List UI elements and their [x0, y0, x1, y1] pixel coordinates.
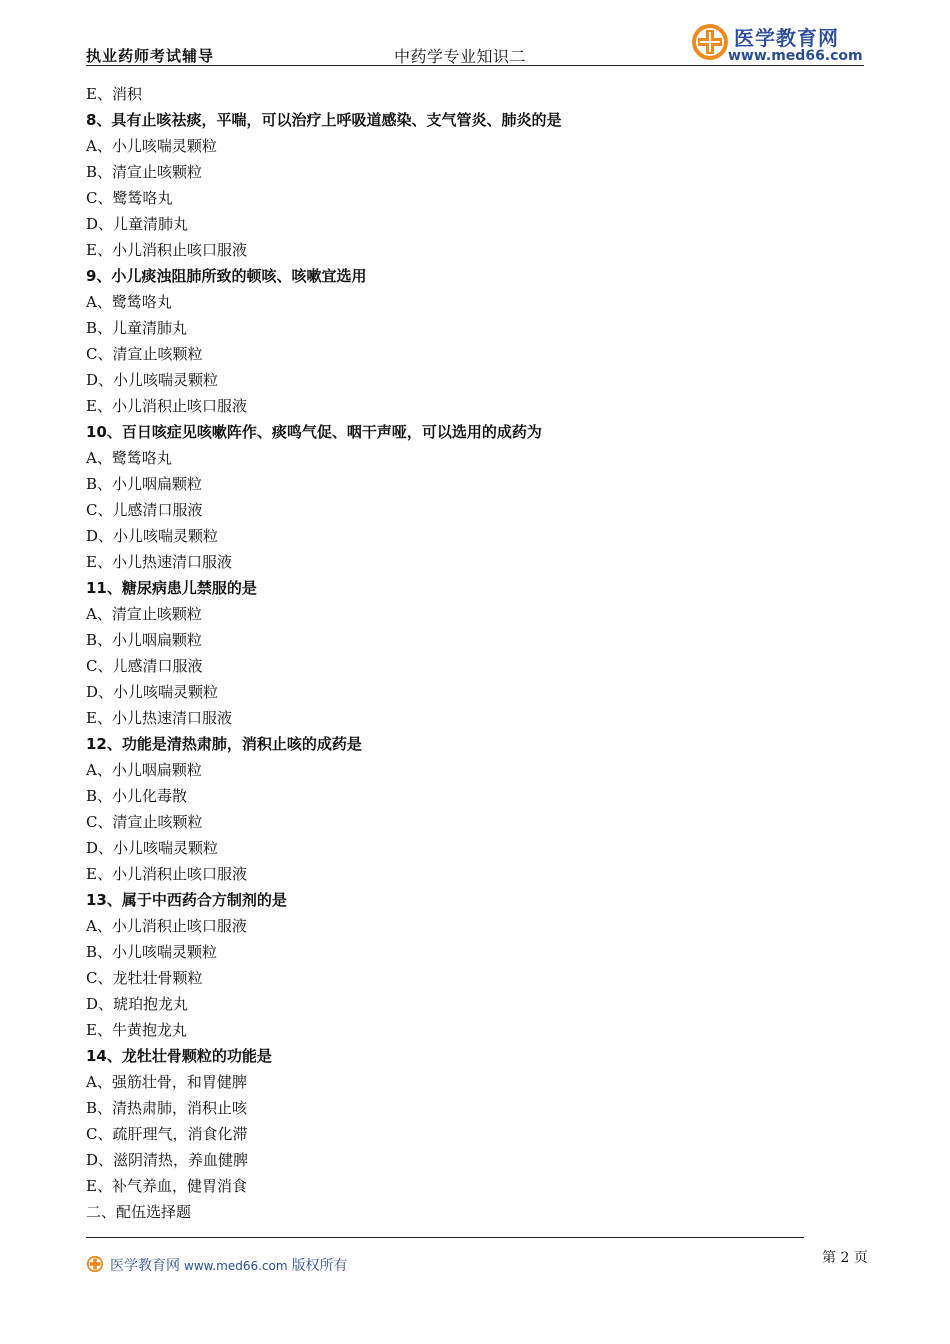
- question-stem: 11、糖尿病患儿禁服的是: [86, 579, 257, 597]
- answer-option: C、清宣止咳颗粒: [86, 813, 203, 831]
- answer-option: C、疏肝理气，消食化滞: [86, 1125, 248, 1143]
- question-stem: 13、属于中西药合方制剂的是: [86, 891, 287, 909]
- answer-option: C、儿感清口服液: [86, 501, 203, 519]
- answer-option: E、小儿消积止咳口服液: [86, 865, 247, 883]
- answer-option: A、小儿消积止咳口服液: [86, 917, 247, 935]
- footer-copyright: [86, 1253, 406, 1275]
- answer-option: A、鹭鸶咯丸: [86, 293, 172, 311]
- answer-option: C、儿感清口服液: [86, 657, 203, 675]
- footer-brand: 医学教育网: [110, 1258, 180, 1274]
- answer-option: D、琥珀抱龙丸: [86, 995, 189, 1013]
- answer-option: B、小儿咽扁颗粒: [86, 475, 203, 493]
- logo-title: 医学教育网: [734, 26, 839, 50]
- answer-option: E、小儿消积止咳口服液: [86, 397, 247, 415]
- header-divider: [86, 65, 864, 66]
- footer-divider: [86, 1237, 804, 1238]
- answer-option: A、鹭鸶咯丸: [86, 449, 172, 467]
- page-header: [86, 0, 864, 66]
- answer-option: D、小儿咳喘灵颗粒: [86, 371, 219, 389]
- medical-cross-footer-icon: [86, 1255, 104, 1273]
- question-stem: 9、小儿痰浊阻肺所致的顿咳、咳嗽宜选用: [86, 267, 367, 285]
- answer-option: A、强筋壮骨，和胃健脾: [86, 1073, 247, 1091]
- answer-option: E、小儿消积止咳口服液: [86, 241, 247, 259]
- answer-option: D、小儿咳喘灵颗粒: [86, 527, 219, 545]
- answer-option: E、小儿热速清口服液: [86, 709, 232, 727]
- answer-option: E、小儿热速清口服液: [86, 553, 232, 571]
- answer-option: C、鹭鸶咯丸: [86, 189, 173, 207]
- footer-url[interactable]: www.med66.com: [184, 1259, 288, 1273]
- answer-option: B、清热肃肺，消积止咳: [86, 1099, 248, 1117]
- answer-option: C、龙牡壮骨颗粒: [86, 969, 203, 987]
- answer-option: B、儿童清肺丸: [86, 319, 188, 337]
- page-number: 第 2 页: [822, 1250, 868, 1266]
- footer-rights: 版权所有: [291, 1258, 348, 1274]
- question-stem: 8、具有止咳祛痰，平喘，可以治疗上呼吸道感染、支气管炎、肺炎的是: [86, 111, 562, 129]
- answer-option: E、补气养血，健胃消食: [86, 1177, 247, 1195]
- answer-option: D、小儿咳喘灵颗粒: [86, 683, 219, 701]
- question-stem: 12、功能是清热肃肺，消积止咳的成药是: [86, 735, 362, 753]
- question-stem: 14、龙牡壮骨颗粒的功能是: [86, 1047, 272, 1065]
- answer-option: D、小儿咳喘灵颗粒: [86, 839, 219, 857]
- question-content: [86, 81, 846, 1225]
- medical-cross-logo-icon: [690, 22, 730, 62]
- answer-option: B、小儿化毒散: [86, 787, 188, 805]
- answer-option: B、小儿咽扁颗粒: [86, 631, 203, 649]
- answer-option: B、清宣止咳颗粒: [86, 163, 203, 181]
- answer-option: B、小儿咳喘灵颗粒: [86, 943, 218, 961]
- answer-option: D、滋阴清热，养血健脾: [86, 1151, 249, 1169]
- header-exam-title: 执业药师考试辅导: [86, 47, 215, 65]
- answer-option: A、小儿咳喘灵颗粒: [86, 137, 217, 155]
- site-logo[interactable]: [690, 22, 866, 66]
- answer-option: C、清宣止咳颗粒: [86, 345, 203, 363]
- answer-option: D、儿童清肺丸: [86, 215, 189, 233]
- answer-option: A、清宣止咳颗粒: [86, 605, 202, 623]
- answer-option: 二、配伍选择题: [86, 1203, 192, 1221]
- answer-option: A、小儿咽扁颗粒: [86, 761, 202, 779]
- logo-url: www.med66.com: [728, 48, 863, 64]
- header-subject-title: 中药学专业知识二: [394, 47, 527, 66]
- footer-text: [110, 1255, 348, 1275]
- answer-option: E、牛黄抱龙丸: [86, 1021, 187, 1039]
- question-stem: 10、百日咳症见咳嗽阵作、痰鸣气促、咽干声哑，可以选用的成药为: [86, 423, 542, 441]
- answer-option: E、消积: [86, 85, 142, 103]
